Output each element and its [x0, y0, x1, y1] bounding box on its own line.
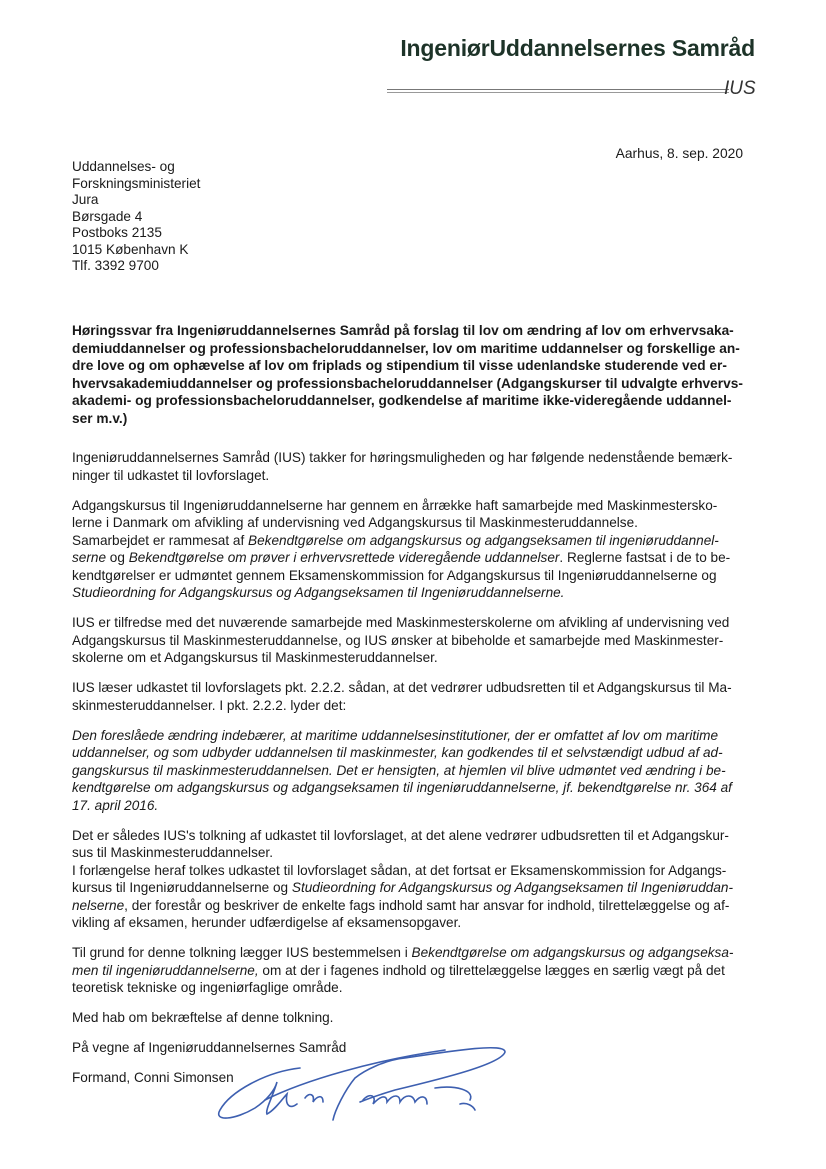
letter-date: Aarhus, 8. sep. 2020 [615, 146, 743, 161]
italic-text: kendtgørelse om adgangskursus og adgangseksamen til ingeniøruddannelserne, jf. bekendtgørelse nr. 364 af [72, 780, 732, 795]
text: sus til Maskinmesteruddannelser. [72, 845, 273, 860]
recipient-line: Tlf. 3392 9700 [72, 258, 159, 273]
text: kursus til Ingeniøruddannelserne og [72, 880, 292, 895]
text: I forlængelse heraf tolkes udkastet til lovforslaget sådan, at det fortsat er Eksamenskommission for Adgangs- [72, 862, 727, 878]
subject-line: hvervsakademiuddannelser og professionsbacheloruddannelser (Adgangskurser til udvalgte erhvervs- [72, 375, 743, 391]
text: Det er således IUS's tolkning af udkastet til lovforslaget, at det alene vedrører udbudsretten til et Adgangskur- [72, 827, 729, 843]
text-line [72, 1009, 772, 1027]
text: , der forestår og beskriver de enkelte fags indhold samt har ansvar for indhold, tilrettelæggelse og af- [124, 897, 730, 913]
text-line [72, 962, 772, 980]
text-line [72, 649, 772, 667]
tolkning-paragraph [72, 827, 772, 932]
text: teoretisk tekniske og ingeniørfaglige område. [72, 980, 343, 995]
subject-line: dre love og om ophævelse af lov om friplads og stipendium til visse udenlandske studerende ved er- [72, 358, 727, 373]
text: ninger til udkastet til lovforslaget. [72, 467, 270, 483]
text: Adgangskursus til Maskinmesteruddannelse, og IUS ønsker at bibeholde et samarbejde med Maskinmester- [72, 632, 724, 648]
letter-body [72, 449, 772, 1099]
letterhead-organization: IngeniørUddannelsernes Samråd [400, 35, 755, 61]
recipient-line: Forskningsministeriet [72, 175, 201, 191]
basis-paragraph [72, 944, 772, 997]
text-line [72, 779, 772, 797]
italic-text: men til ingeniøruddannelserne, [72, 962, 259, 978]
quoted-passage [72, 727, 772, 815]
italic-text: 17. april 2016. [72, 797, 159, 813]
subject-line: demiuddannelser og professionsbacheloruddannelser, lov om maritime uddannelser og forskellige an- [72, 340, 740, 356]
recipient-line: 1015 København K [72, 241, 189, 257]
subject-line: akademi- og professionsbacheloruddannelser, godkendelse af maritime ikke-videregående uddannel- [72, 393, 732, 408]
italic-text: Studieordning for Adgangskursus og Adgangseksamen til Ingeniøruddan- [291, 880, 733, 895]
interpretation-paragraph [72, 679, 772, 714]
text-line [72, 549, 772, 567]
text: . Reglerne fastsat i de to be- [559, 550, 731, 565]
text-line [72, 944, 772, 962]
italic-text: Den foreslåede ændring indebærer, at maritime uddannelsesinstitutioner, der er omfattet af lov om maritime [72, 727, 719, 743]
italic-text: Bekendtgørelse om adgangskursus og adgangseksa- [411, 945, 734, 960]
text-line [72, 897, 772, 915]
text-line [72, 567, 772, 585]
text-line [72, 697, 772, 715]
text-line [72, 614, 772, 632]
text-line [72, 914, 772, 932]
italic-text: Bekendtgørelse om adgangskursus og adgangseksamen til ingeniøruddannel- [248, 532, 719, 548]
recipient-line: Uddannelses- og [72, 159, 175, 174]
recipient-line: Børsgade 4 [72, 208, 143, 224]
italic-text: uddannelser, og som udbyder uddannelsen til maskinmester, kan godkendes til et selvstændigt udbud af ad- [72, 745, 723, 760]
text: Formand, Conni Simonsen [72, 1070, 234, 1085]
subject-line: Høringssvar fra Ingeniøruddannelsernes Samråd på forslag til lov om ændring af lov om erhvervsaka- [72, 323, 734, 338]
text-line [72, 844, 772, 862]
subject-line: ser m.v.) [72, 410, 128, 426]
text: vikling af eksamen, herunder udfærdigelse af eksamensopgaver. [72, 915, 462, 930]
italic-text: Studieordning for Adgangskursus og Adgangseksamen til Ingeniøruddannelserne. [72, 585, 565, 600]
text: kendtgørelser er udmøntet gennem Eksamenskommission for Adgangskursus til Ingeniøruddannelserne og [72, 567, 717, 583]
text-line [72, 497, 772, 515]
letterhead-abbreviation: IUS [724, 78, 756, 99]
text-line [72, 827, 772, 845]
text: På vegne af Ingeniøruddannelsernes Samråd [72, 1040, 347, 1055]
text: Til grund for denne tolkning lægger IUS bestemmelsen i [72, 945, 412, 960]
cooperation-paragraph [72, 614, 772, 667]
text: Med hab om bekræftelse af denne tolkning. [72, 1010, 334, 1025]
text-line [72, 467, 772, 485]
text: lerne i Danmark om afvikling af undervisning ved Adgangskursus til Maskinmesteruddannelse. [72, 515, 638, 530]
text: og [106, 550, 129, 565]
italic-text: gangskursus til maskinmesteruddannelsen. Det er hensigten, at hjemlen vil blive udmøntet ved ændring i be- [72, 762, 726, 778]
recipient-line: Postboks 2135 [72, 225, 162, 240]
text-line [72, 979, 772, 997]
subject-heading [72, 322, 743, 427]
italic-text: serne [72, 550, 107, 565]
text-line [72, 532, 772, 550]
handwritten-signature [205, 1030, 515, 1130]
text: IUS læser udkastet til lovforslagets pkt. 2.2.2. sådan, at det vedrører udbudsretten til et Adgangskursus til Ma- [72, 680, 732, 695]
text: Samarbejdet er rammesat af [72, 532, 249, 548]
text: Adgangskursus til Ingeniøruddannelserne har gennem en årrække haft samarbejde med Maskinmestersko- [72, 497, 718, 513]
text-line [72, 879, 772, 897]
text: om at der i fagenes indhold og tilrettelæggelse lægges en særlig vægt på det [258, 962, 725, 978]
text-line [72, 862, 772, 880]
text-line [72, 514, 772, 532]
text-line [72, 449, 772, 467]
background-paragraph [72, 497, 772, 602]
closing-request [72, 1009, 772, 1027]
letterhead-rule [387, 89, 729, 93]
italic-text: nelserne [72, 897, 125, 913]
text-line [72, 762, 772, 780]
text-line [72, 744, 772, 762]
text-line [72, 584, 772, 602]
text-line [72, 797, 772, 815]
text-line [72, 632, 772, 650]
text-line [72, 727, 772, 745]
italic-text: Bekendtgørelse om prøver i erhvervsrettede videregående uddannelser [128, 550, 560, 565]
intro-paragraph [72, 449, 772, 484]
text-line [72, 679, 772, 697]
text: IUS er tilfredse med det nuværende samarbejde med Maskinmesterskolerne om afvikling af undervisning ved [72, 615, 730, 630]
recipient-line: Jura [72, 192, 99, 207]
text: skolerne om et Adgangskursus til Maskinmesteruddannelser. [72, 650, 438, 665]
recipient-address [72, 159, 200, 275]
text: skinmesteruddannelser. I pkt. 2.2.2. lyder det: [72, 697, 347, 713]
text: Ingeniøruddannelsernes Samråd (IUS) takker for høringsmuligheden og har følgende nedenstående bemærk- [72, 450, 733, 465]
